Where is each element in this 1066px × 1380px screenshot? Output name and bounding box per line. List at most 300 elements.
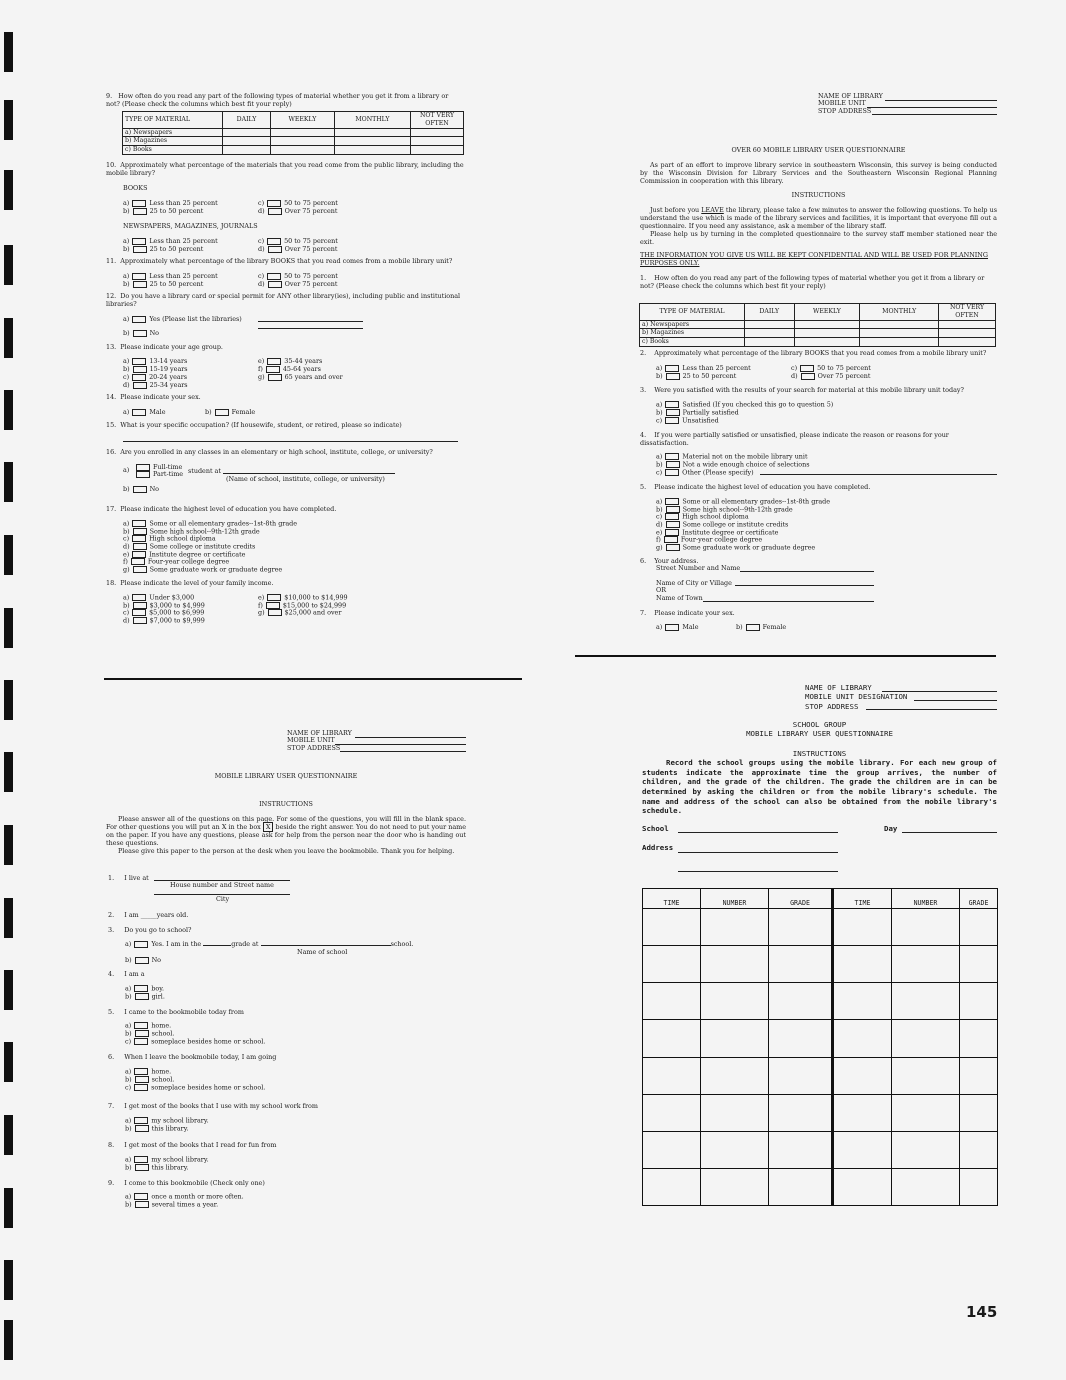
q12-yes <box>123 315 242 323</box>
cell[interactable] <box>892 983 960 1020</box>
instr-2: Please help us by turning in the completed questionnaire to the survey staff member stationed near the exit. <box>640 230 997 246</box>
bl-library-header <box>287 730 352 752</box>
cell[interactable] <box>411 128 464 137</box>
checkbox[interactable] <box>132 316 146 323</box>
cell[interactable] <box>794 320 860 329</box>
cell[interactable] <box>643 983 701 1020</box>
checkbox[interactable] <box>135 1125 149 1132</box>
cell[interactable] <box>939 329 996 338</box>
checkbox[interactable] <box>267 238 281 245</box>
books-options <box>123 199 363 215</box>
bl-question-3 <box>108 926 191 934</box>
checkbox[interactable] <box>268 374 282 381</box>
checkbox[interactable] <box>134 1022 148 1029</box>
cell[interactable] <box>701 983 769 1020</box>
question-number: 2. <box>640 349 647 357</box>
opt-label: Male <box>149 408 166 416</box>
cell[interactable] <box>643 1094 701 1131</box>
checkbox[interactable] <box>266 602 280 609</box>
checkbox[interactable] <box>133 246 147 253</box>
checkbox[interactable] <box>666 521 680 528</box>
header-line[interactable] <box>885 100 997 101</box>
address-label: Street Number and Name <box>656 564 741 572</box>
bl-question-9 <box>108 1179 265 1187</box>
col-header: TIME <box>643 889 701 909</box>
checkbox[interactable] <box>666 544 680 551</box>
sex-options <box>123 408 323 416</box>
cell[interactable] <box>833 983 892 1020</box>
row-label: a) Newspapers <box>640 320 745 329</box>
checkbox[interactable] <box>266 366 280 373</box>
cell[interactable] <box>643 1168 701 1205</box>
cell[interactable] <box>892 1131 960 1168</box>
cell[interactable] <box>701 1057 769 1094</box>
question-text: Do you go to school? <box>124 926 192 934</box>
address-line[interactable] <box>678 871 838 872</box>
cell[interactable] <box>701 1131 769 1168</box>
opt-letter: b) <box>123 527 130 536</box>
cell[interactable] <box>769 1094 833 1131</box>
cell[interactable] <box>223 137 271 146</box>
checkbox[interactable] <box>666 409 680 416</box>
opt-letter: d) <box>258 245 265 253</box>
bl-question-2 <box>108 911 188 919</box>
opt-letter: d) <box>123 381 130 389</box>
opt-label: my school library. <box>151 1116 209 1125</box>
question-text: Approximately what percentage of the materials that you read come from the public library, including the mobile library? <box>106 161 464 177</box>
opt-label: 20-24 years <box>149 373 188 381</box>
cell[interactable] <box>334 146 410 155</box>
cell[interactable] <box>411 146 464 155</box>
checkbox[interactable] <box>666 461 680 468</box>
checkbox[interactable] <box>665 513 679 520</box>
checkbox[interactable] <box>135 1076 149 1083</box>
cell[interactable] <box>769 1168 833 1205</box>
opt-letter: a) <box>656 497 663 506</box>
opt-letter: e) <box>656 528 663 537</box>
checkbox[interactable] <box>133 330 147 337</box>
checkbox[interactable] <box>268 208 282 215</box>
question-number: 9. <box>108 1179 115 1187</box>
address-line[interactable] <box>740 571 874 572</box>
opt-letter: g) <box>656 543 663 552</box>
binder-hole <box>4 390 13 430</box>
cell[interactable] <box>643 1057 701 1094</box>
binder-hole <box>4 970 13 1010</box>
cell[interactable] <box>745 320 795 329</box>
row-label: a) Newspapers <box>123 128 223 137</box>
header-line[interactable] <box>914 700 997 701</box>
opt-label: Less than 25 percent <box>149 237 218 245</box>
day-line[interactable] <box>902 832 997 833</box>
checkbox[interactable] <box>133 602 147 609</box>
opt-label: Some graduate work or graduate degree <box>149 565 283 574</box>
checkbox[interactable] <box>133 617 147 624</box>
checkbox[interactable] <box>665 453 679 460</box>
checkbox[interactable] <box>665 401 679 408</box>
q12-line[interactable] <box>258 328 363 329</box>
question-number: 1. <box>108 874 115 882</box>
checkbox[interactable] <box>267 200 281 207</box>
header-line[interactable] <box>866 709 997 710</box>
question-number: 3. <box>108 926 115 934</box>
cell[interactable] <box>939 320 996 329</box>
checkbox[interactable] <box>134 1193 148 1200</box>
question-text: I come to this bookmobile (Check only one) <box>124 1179 265 1187</box>
col-header: WEEKLY <box>270 112 334 129</box>
checkbox[interactable] <box>665 469 679 476</box>
cell[interactable] <box>860 338 939 347</box>
other-line[interactable] <box>760 474 997 475</box>
question-18 <box>106 579 464 587</box>
opt-label: 25 to 50 percent <box>682 372 737 380</box>
checkbox[interactable] <box>133 366 147 373</box>
town-line[interactable] <box>703 601 874 602</box>
opt-letter: a) <box>123 199 130 207</box>
checkbox[interactable] <box>665 529 679 536</box>
opt-label: 65 years and over <box>284 373 343 381</box>
question-number: 7. <box>640 609 647 617</box>
intro-text <box>640 161 997 185</box>
checkbox[interactable] <box>267 358 281 365</box>
r-material-table <box>639 303 996 347</box>
table-row <box>643 983 998 1020</box>
checkbox[interactable] <box>268 246 282 253</box>
cell[interactable] <box>643 946 701 983</box>
checkbox[interactable] <box>135 1201 149 1208</box>
cell[interactable] <box>960 1131 998 1168</box>
checkbox[interactable] <box>132 374 146 381</box>
cell[interactable] <box>769 946 833 983</box>
cell[interactable] <box>334 137 410 146</box>
checkbox[interactable] <box>134 1117 148 1124</box>
income-options <box>123 594 383 625</box>
table-row <box>643 909 998 946</box>
table-row <box>643 1131 998 1168</box>
cell[interactable] <box>960 1020 998 1057</box>
opt-label: Yes. I am in the <box>151 940 202 948</box>
question-text: I came to the bookmobile today from <box>124 1008 244 1016</box>
cell[interactable] <box>960 983 998 1020</box>
checkbox[interactable] <box>133 208 147 215</box>
checkbox[interactable] <box>133 382 147 389</box>
material-table <box>122 111 464 155</box>
opt-label: Partially satisfied <box>682 408 739 417</box>
checkbox[interactable] <box>134 985 148 992</box>
checkbox[interactable] <box>268 281 282 288</box>
q12-line[interactable] <box>258 321 363 322</box>
cell[interactable] <box>643 909 701 946</box>
cell[interactable] <box>223 146 271 155</box>
col-header: DAILY <box>745 304 795 321</box>
cell[interactable] <box>833 1131 892 1168</box>
opt-label: Female <box>231 408 256 416</box>
cell[interactable] <box>270 137 334 146</box>
header-field: NAME OF LIBRARY <box>805 683 872 692</box>
checkbox[interactable] <box>801 373 815 380</box>
opt-label: Some graduate work or graduate degree <box>682 543 816 552</box>
opt-letter: b) <box>125 1075 132 1084</box>
bl-q5-options <box>125 1022 265 1046</box>
col-header: MONTHLY <box>860 304 939 321</box>
school-blank[interactable] <box>261 945 391 946</box>
opt-letter: a) <box>123 272 130 280</box>
bl-q8-options <box>125 1156 209 1172</box>
school-line[interactable] <box>223 473 395 474</box>
occupation-line[interactable] <box>123 441 458 442</box>
opt-letter: c) <box>656 512 663 521</box>
checkbox[interactable] <box>132 409 146 416</box>
opt-letter: c) <box>125 1037 132 1046</box>
opt-label: Four-year college degree <box>147 557 230 566</box>
r-question-3 <box>640 386 997 394</box>
checkbox[interactable] <box>132 594 146 601</box>
question-11 <box>106 257 464 265</box>
edu-options <box>123 520 383 574</box>
checkbox[interactable] <box>132 609 146 616</box>
cell[interactable] <box>270 128 334 137</box>
question-text: Are you enrolled in any classes in an elementary or high school, institute, college, or university? <box>120 448 433 456</box>
cell[interactable] <box>701 946 769 983</box>
question-text: How often do you read any part of the following types of material whether you get it from a library or not? (Please check the columns which best fit your reply) <box>106 92 449 108</box>
header-field: NAME OF LIBRARY <box>287 729 352 737</box>
checkbox[interactable] <box>134 1084 148 1091</box>
school-line[interactable] <box>678 832 838 833</box>
checkbox[interactable] <box>133 528 147 535</box>
cell[interactable] <box>701 909 769 946</box>
city-line[interactable] <box>735 585 874 586</box>
header-line[interactable] <box>355 737 466 738</box>
cell[interactable] <box>892 909 960 946</box>
bl-instructions-heading: INSTRUCTIONS <box>259 800 313 808</box>
cell[interactable] <box>892 1020 960 1057</box>
checkbox[interactable] <box>132 535 146 542</box>
opt-label: school. <box>151 1029 175 1038</box>
checkbox[interactable] <box>132 273 146 280</box>
cell[interactable] <box>833 946 892 983</box>
cell[interactable] <box>769 983 833 1020</box>
books-label: BOOKS <box>123 184 148 192</box>
opt-letter: b) <box>736 623 743 631</box>
checkbox[interactable] <box>665 365 679 372</box>
checkbox[interactable] <box>665 498 679 505</box>
checkbox[interactable] <box>134 1156 148 1163</box>
header-line[interactable] <box>340 751 466 752</box>
cell[interactable] <box>794 329 860 338</box>
library-header <box>818 93 883 115</box>
checkbox[interactable] <box>135 993 149 1000</box>
cell[interactable] <box>411 137 464 146</box>
opt-letter: a) <box>125 940 132 948</box>
checkbox[interactable] <box>134 1068 148 1075</box>
cell[interactable] <box>794 338 860 347</box>
opt-letter: c) <box>656 416 663 425</box>
checkbox[interactable] <box>135 1030 149 1037</box>
cell[interactable] <box>939 338 996 347</box>
opt-label: Four-year college degree <box>680 535 763 544</box>
question-13 <box>106 343 464 351</box>
checkbox[interactable] <box>134 1038 148 1045</box>
opt-label: 50 to 75 percent <box>284 199 338 207</box>
cell[interactable] <box>960 1094 998 1131</box>
checkbox[interactable] <box>665 417 679 424</box>
opt-letter: c) <box>791 364 798 372</box>
opt-letter: a) <box>123 357 130 365</box>
question-number: 5. <box>108 1008 115 1016</box>
cell[interactable] <box>892 946 960 983</box>
cell[interactable] <box>643 1131 701 1168</box>
opt-letter: c) <box>123 373 130 381</box>
checkbox[interactable] <box>132 551 146 558</box>
r-sex-options <box>656 623 856 631</box>
checkbox[interactable] <box>800 365 814 372</box>
checkbox[interactable] <box>215 409 229 416</box>
cell[interactable] <box>960 946 998 983</box>
q11-options <box>123 272 363 288</box>
age-options <box>123 357 383 389</box>
checkbox[interactable] <box>133 281 147 288</box>
checkbox[interactable] <box>135 1164 149 1171</box>
checkbox[interactable] <box>666 373 680 380</box>
r-edu-options <box>656 498 830 552</box>
opt-letter: d) <box>123 616 130 625</box>
cell[interactable] <box>701 1020 769 1057</box>
opt-letter: a) <box>656 452 663 461</box>
col-header: TYPE OF MATERIAL <box>123 112 223 129</box>
cell[interactable] <box>769 1131 833 1168</box>
cell[interactable] <box>833 1057 892 1094</box>
cell[interactable] <box>860 320 939 329</box>
school-group-table <box>642 888 998 1206</box>
checkbox[interactable] <box>666 506 680 513</box>
question-number: 4. <box>640 431 647 439</box>
question-14 <box>106 393 464 401</box>
checkbox[interactable] <box>132 520 146 527</box>
cell[interactable] <box>769 1020 833 1057</box>
opt-label: Institute degree or certificate <box>149 550 246 559</box>
checkbox[interactable] <box>134 941 148 948</box>
checkbox[interactable] <box>132 358 146 365</box>
address-line[interactable] <box>678 852 838 853</box>
instr-body: Record the school groups using the mobile library. For each new group of students indicate the approximate time the group arrives, the number of children, and the grade of the children. The grade the children are in can be determined by asking the children or from the mobile library's schedule. The name and address of the school can also be obtained from the mobile library's schedule. <box>642 758 997 816</box>
header-line[interactable] <box>872 114 997 115</box>
cell[interactable] <box>892 1094 960 1131</box>
bl-question-4 <box>108 970 145 978</box>
question-text: How often do you read any part of the following types of material whether you get it from a library or not? (Please check the columns which best fit your reply) <box>640 274 985 290</box>
opt-letter: e) <box>123 550 130 559</box>
question-number: 3. <box>640 386 647 394</box>
opt-label: several times a year. <box>151 1200 219 1209</box>
checkbox[interactable] <box>664 536 678 543</box>
cell[interactable] <box>960 1057 998 1094</box>
col-header: DAILY <box>223 112 271 129</box>
br-library-header <box>805 683 907 711</box>
checkbox[interactable] <box>132 238 146 245</box>
r-q2-options <box>656 364 916 380</box>
cell[interactable] <box>769 909 833 946</box>
checkbox[interactable] <box>746 624 760 631</box>
header-line[interactable] <box>882 691 997 692</box>
cell[interactable] <box>833 1168 892 1205</box>
opt-label: $15,000 to $24,999 <box>282 601 347 610</box>
opt-label: Some high school--9th-12th grade <box>149 527 260 536</box>
checkbox[interactable] <box>268 609 282 616</box>
opt-label: Unsatisfied <box>682 416 719 425</box>
opt-letter: b) <box>123 485 130 493</box>
question-number: 6. <box>108 1053 115 1061</box>
bl-instructions-text <box>106 815 466 855</box>
sub-label: House number and Street name <box>170 881 274 889</box>
checkbox[interactable] <box>136 471 150 478</box>
header-line[interactable] <box>867 107 997 108</box>
checkbox[interactable] <box>133 543 147 550</box>
cell[interactable] <box>860 329 939 338</box>
cell[interactable] <box>701 1168 769 1205</box>
cell[interactable] <box>892 1057 960 1094</box>
cell[interactable] <box>833 1094 892 1131</box>
checkbox[interactable] <box>133 486 147 493</box>
opt-label: No <box>151 956 162 964</box>
cell[interactable] <box>960 909 998 946</box>
opt-label: this library. <box>151 1163 189 1172</box>
bl-question-1 <box>108 874 149 882</box>
checkbox[interactable] <box>132 200 146 207</box>
q12-no <box>123 329 159 337</box>
opt-letter: a) <box>125 1155 132 1164</box>
sub-label: Name of school <box>297 948 348 956</box>
binder-hole <box>4 1115 13 1155</box>
grade-blank[interactable] <box>203 945 231 946</box>
cell[interactable] <box>643 1020 701 1057</box>
checkbox[interactable] <box>135 957 149 964</box>
cell[interactable] <box>223 128 271 137</box>
cell[interactable] <box>334 128 410 137</box>
opt-letter: c) <box>123 608 130 617</box>
cell[interactable] <box>270 146 334 155</box>
checkbox[interactable] <box>665 624 679 631</box>
checkbox[interactable] <box>133 566 147 573</box>
opt-letter: d) <box>258 280 265 288</box>
row-label: c) Books <box>123 146 223 155</box>
cell[interactable] <box>960 1168 998 1205</box>
checkbox[interactable] <box>267 273 281 280</box>
opt-letter: b) <box>656 505 663 514</box>
opt-letter: a) <box>125 1192 132 1201</box>
question-text: Were you satisfied with the results of your search for material at this mobile library unit today? <box>654 386 964 394</box>
question-text: I am a <box>124 970 145 978</box>
question-number: 17. <box>106 505 117 513</box>
cell[interactable] <box>769 1057 833 1094</box>
cell[interactable] <box>892 1168 960 1205</box>
cell[interactable] <box>833 1020 892 1057</box>
r-question-1 <box>640 274 997 290</box>
cell[interactable] <box>701 1094 769 1131</box>
checkbox[interactable] <box>131 558 145 565</box>
question-number: 14. <box>106 393 117 401</box>
cell[interactable] <box>745 338 795 347</box>
cell[interactable] <box>745 329 795 338</box>
news-options <box>123 237 363 253</box>
opt-letter: a) <box>123 315 130 323</box>
checkbox[interactable] <box>267 594 281 601</box>
header-field: NAME OF LIBRARY <box>818 92 883 100</box>
opt-label: No <box>149 485 160 493</box>
opt-label: High school diploma <box>149 534 216 543</box>
header-line[interactable] <box>335 744 466 745</box>
opt-letter: a) <box>656 623 663 631</box>
cell[interactable] <box>833 909 892 946</box>
opt-label: Institute degree or certificate <box>682 528 779 537</box>
